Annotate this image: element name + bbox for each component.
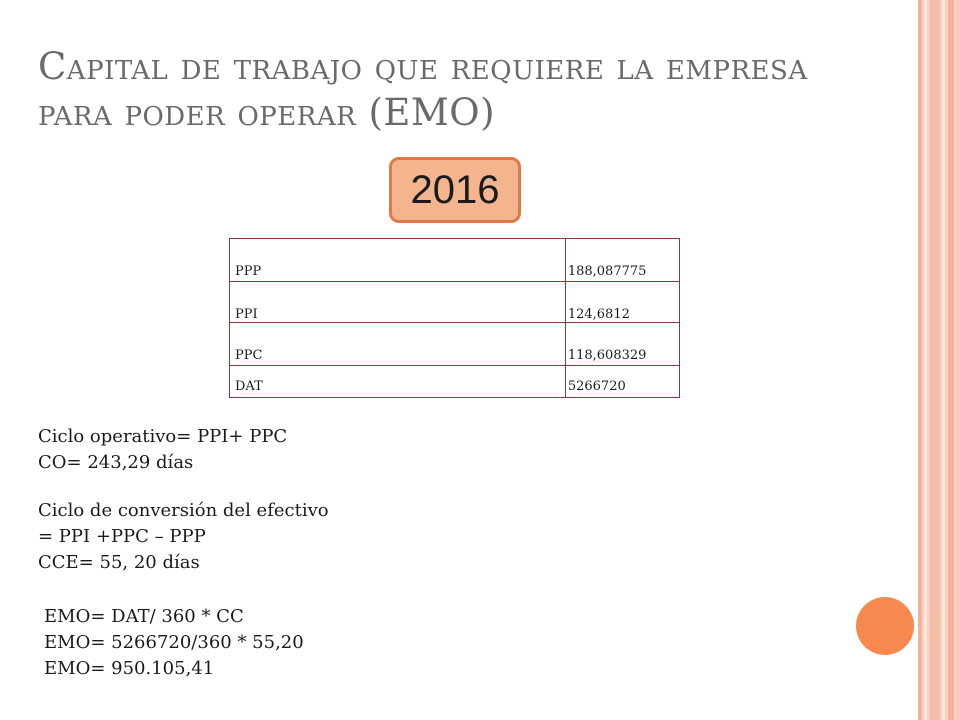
- row-value: 118,608329: [565, 323, 679, 366]
- table-row: [230, 366, 680, 398]
- ciclo-conversion-result: CCE= 55, 20 días: [38, 552, 200, 573]
- ciclo-operativo-block: [38, 424, 287, 476]
- row-label: PPI: [230, 282, 566, 323]
- emo-formula: EMO= DAT/ 360 * CC: [44, 606, 244, 627]
- row-value: 5266720: [565, 366, 679, 398]
- emo-block: [44, 604, 304, 682]
- table-row: [230, 282, 680, 323]
- decorative-circle: [856, 597, 914, 655]
- slide-title: Capital de trabajo que requiere la empresa para poder operar (EMO): [38, 45, 808, 134]
- decorative-side-stripes: [918, 0, 960, 720]
- ciclo-conversion-title: Ciclo de conversión del efectivo: [38, 500, 329, 521]
- table-row: [230, 239, 680, 282]
- year-badge: 2016: [389, 157, 521, 223]
- emo-result: EMO= 950.105,41: [44, 658, 215, 679]
- ciclo-operativo-formula: Ciclo operativo= PPI+ PPC: [38, 426, 288, 447]
- row-label: PPP: [230, 239, 566, 282]
- emo-substitution: EMO= 5266720/360 * 55,20: [44, 632, 304, 653]
- table-row: [230, 323, 680, 366]
- ciclo-operativo-result: CO= 243,29 días: [38, 452, 194, 473]
- row-value: 188,087775: [565, 239, 679, 282]
- row-label: DAT: [230, 366, 566, 398]
- ciclo-conversion-block: [38, 498, 329, 576]
- ciclo-conversion-formula: = PPI +PPC – PPP: [38, 526, 206, 547]
- row-value: 124,6812: [565, 282, 679, 323]
- metrics-table: [229, 238, 680, 398]
- row-label: PPC: [230, 323, 566, 366]
